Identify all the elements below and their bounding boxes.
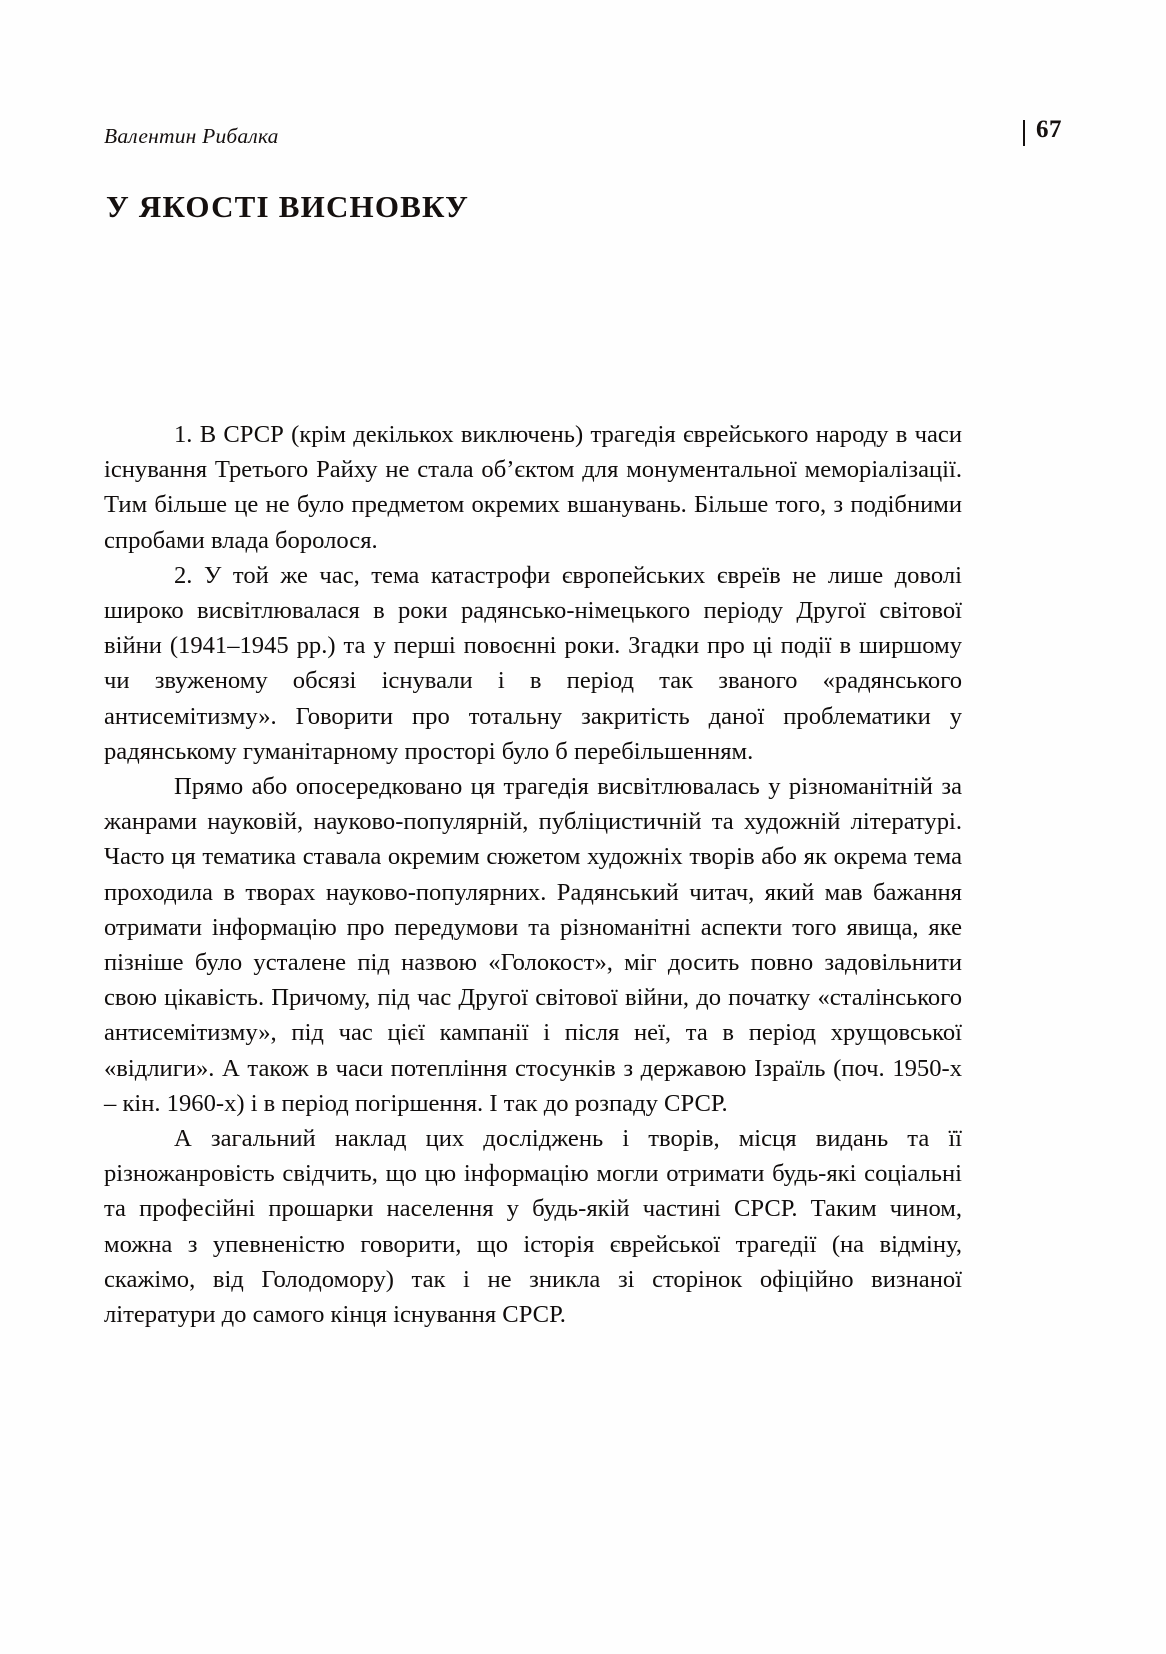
running-head	[104, 116, 1062, 150]
page-title: У ЯКОСТІ ВИСНОВКУ	[106, 188, 470, 224]
page-number: 67	[1036, 116, 1062, 143]
folio-separator-rule	[1023, 120, 1025, 146]
paragraph: А загальний наклад цих досліджень і творів, місця видань та її різножанровість свідчить, що цю інформацію могли отримати будь-які соціальні та професійні прошарки населення у будь-якій частині СРСР. Таким чином, можна з упевненістю говорити, що історія єврейської трагедії (на відміну, скажімо, від Голодомору) так і не зникла зі сторінок офіційно визнаної літератури до самого кінця існування СРСР.	[104, 1125, 962, 1329]
running-head-author: Валентин Рибалка	[104, 124, 279, 148]
folio	[1023, 116, 1062, 144]
paragraph: 2. У той же час, тема катастрофи європейських євреїв не лише доволі широко висвітлювалася в роки радянсько-німецького періоду Другої світової війни (1941–1945 рр.) та у перші повоєнні роки. Згадки про ці події в ширшому чи звуженому обсязі існували і в період так званого «радянського антисемітизму». Говорити про тотальну закритість даної проблематики у радянському гуманітарному просторі було б перебільшенням.	[104, 561, 962, 765]
paragraph: Прямо або опосередковано ця трагедія висвітлювалась у різноманітній за жанрами науковій, науково-популярній, публіцистичній та художній літературі. Часто ця тематика ставала окремим сюжетом художніх творів або як окрема тема проходила в творах науково-популярних. Радянський читач, який мав бажання отримати інформацію про передумови та різноманітні аспекти того явища, яке пізніше було усталене під назвою «Голокост», міг досить повно задовільнити свою цікавість. Причому, під час Другої світової війни, до початку «сталінського антисемітизму», під час цієї кампанії і після неї, та в період хрущовської «відлиги». А також в часи потепління стосунків з державою Ізраїль (поч. 1950-х – кін. 1960-х) і в період погіршення. І так до розпаду СРСР.	[104, 773, 962, 1117]
paragraph: 1. В СРСР (крім декількох виключень) трагедія єврейського народу в часи існування Третього Райху не стала об’єктом для монументальної меморіалізації. Тим більше це не було предметом окремих вшанувань. Більше того, з подібними спробами влада боролося.	[104, 421, 962, 554]
body-text	[104, 417, 962, 1332]
